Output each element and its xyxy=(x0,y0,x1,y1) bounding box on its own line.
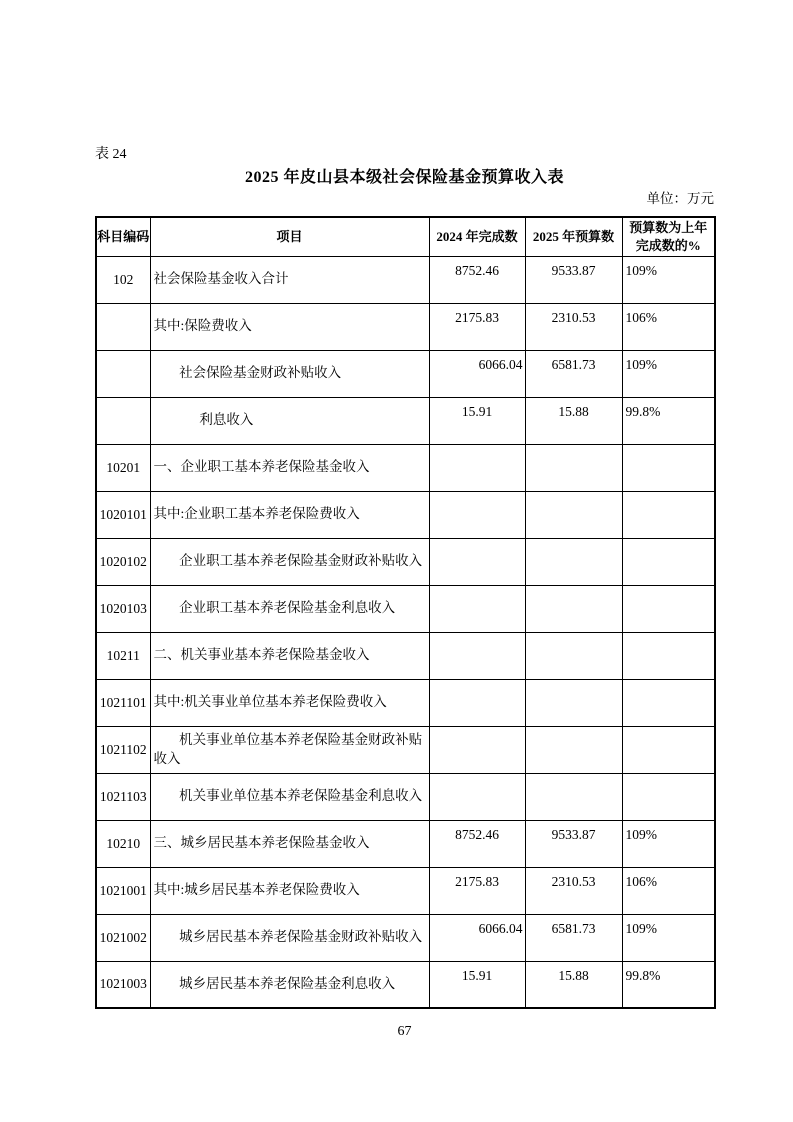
value-2025 xyxy=(525,585,622,632)
value-2025: 9533.87 xyxy=(525,820,622,867)
table-row xyxy=(96,726,715,773)
subject-code: 1021103 xyxy=(96,773,150,820)
value-2025 xyxy=(525,444,622,491)
subject-code: 1021002 xyxy=(96,914,150,961)
value-2024: 8752.46 xyxy=(429,820,525,867)
budget-income-table xyxy=(95,216,716,1009)
value-2025: 2310.53 xyxy=(525,867,622,914)
pct-value xyxy=(622,491,715,538)
page-title: 2025 年皮山县本级社会保险基金预算收入表 xyxy=(244,169,564,186)
subject-code: 102 xyxy=(96,256,150,303)
pct-value: 109% xyxy=(622,256,715,303)
table-row xyxy=(96,820,715,867)
item-label: 企业职工基本养老保险基金财政补贴收入 xyxy=(150,538,429,585)
pct-value xyxy=(622,444,715,491)
value-2025 xyxy=(525,679,622,726)
table-row xyxy=(96,350,715,397)
item-label: 一、企业职工基本养老保险基金收入 xyxy=(150,444,429,491)
pct-value xyxy=(622,538,715,585)
item-label: 其中:机关事业单位基本养老保险费收入 xyxy=(150,679,429,726)
value-2024: 6066.04 xyxy=(429,914,525,961)
value-2025: 6581.73 xyxy=(525,350,622,397)
value-2025 xyxy=(525,726,622,773)
unit-note: 单位：万元 xyxy=(646,191,714,206)
page-content xyxy=(95,0,714,1041)
value-2024: 2175.83 xyxy=(429,303,525,350)
item-label: 其中:城乡居民基本养老保险费收入 xyxy=(150,867,429,914)
item-label: 其中:企业职工基本养老保险费收入 xyxy=(150,491,429,538)
pct-value: 106% xyxy=(622,303,715,350)
subject-code: 1021001 xyxy=(96,867,150,914)
subject-code: 10211 xyxy=(96,632,150,679)
pct-value: 99.8% xyxy=(622,961,715,1008)
table-row xyxy=(96,256,715,303)
value-2024: 2175.83 xyxy=(429,867,525,914)
subject-code: 1020102 xyxy=(96,538,150,585)
subject-code: 1021102 xyxy=(96,726,150,773)
value-2025 xyxy=(525,773,622,820)
table-row xyxy=(96,585,715,632)
pct-value: 109% xyxy=(622,350,715,397)
subject-code xyxy=(96,350,150,397)
item-label: 企业职工基本养老保险基金利息收入 xyxy=(150,585,429,632)
pct-value: 106% xyxy=(622,867,715,914)
value-2024 xyxy=(429,773,525,820)
item-label: 社会保险基金财政补贴收入 xyxy=(150,350,429,397)
table-header xyxy=(96,217,715,256)
subject-code: 1021101 xyxy=(96,679,150,726)
item-label: 城乡居民基本养老保险基金利息收入 xyxy=(150,961,429,1008)
item-label: 机关事业单位基本养老保险基金利息收入 xyxy=(150,773,429,820)
table-row xyxy=(96,303,715,350)
value-2025: 2310.53 xyxy=(525,303,622,350)
value-2025 xyxy=(525,538,622,585)
table-row xyxy=(96,632,715,679)
value-2024 xyxy=(429,679,525,726)
item-label: 二、机关事业基本养老保险基金收入 xyxy=(150,632,429,679)
value-2024 xyxy=(429,444,525,491)
table-row xyxy=(96,397,715,444)
value-2024: 6066.04 xyxy=(429,350,525,397)
value-2024: 15.91 xyxy=(429,397,525,444)
header-2024-completed: 2024 年完成数 xyxy=(429,217,525,256)
pct-value xyxy=(622,585,715,632)
pct-value: 109% xyxy=(622,820,715,867)
table-row xyxy=(96,444,715,491)
pct-value xyxy=(622,726,715,773)
subject-code: 10201 xyxy=(96,444,150,491)
table-row xyxy=(96,679,715,726)
item-label: 利息收入 xyxy=(150,397,429,444)
value-2025: 9533.87 xyxy=(525,256,622,303)
item-label: 城乡居民基本养老保险基金财政补贴收入 xyxy=(150,914,429,961)
table-row xyxy=(96,538,715,585)
value-2024 xyxy=(429,585,525,632)
header-row xyxy=(96,217,715,256)
subject-code xyxy=(96,303,150,350)
item-label: 机关事业单位基本养老保险基金财政补贴收入 xyxy=(150,726,429,773)
table-row xyxy=(96,914,715,961)
subject-code: 1020103 xyxy=(96,585,150,632)
value-2024 xyxy=(429,491,525,538)
value-2025: 15.88 xyxy=(525,397,622,444)
value-2025: 6581.73 xyxy=(525,914,622,961)
subject-code xyxy=(96,397,150,444)
pct-value xyxy=(622,773,715,820)
value-2024: 8752.46 xyxy=(429,256,525,303)
subject-code: 1020101 xyxy=(96,491,150,538)
table-row xyxy=(96,491,715,538)
value-2024 xyxy=(429,726,525,773)
table-body xyxy=(96,256,715,1008)
pct-value xyxy=(622,679,715,726)
pct-value xyxy=(622,632,715,679)
table-row xyxy=(96,867,715,914)
subject-code: 10210 xyxy=(96,820,150,867)
header-pct-of-prev-year: 预算数为上年完成数的% xyxy=(622,217,715,256)
value-2024 xyxy=(429,538,525,585)
value-2024 xyxy=(429,632,525,679)
page-number: 67 xyxy=(397,1024,412,1039)
value-2025 xyxy=(525,491,622,538)
table-row xyxy=(96,773,715,820)
header-subject-code: 科目编码 xyxy=(96,217,150,256)
pct-value: 109% xyxy=(622,914,715,961)
value-2024: 15.91 xyxy=(429,961,525,1008)
item-label: 三、城乡居民基本养老保险基金收入 xyxy=(150,820,429,867)
header-item: 项目 xyxy=(150,217,429,256)
table-row xyxy=(96,961,715,1008)
pct-value: 99.8% xyxy=(622,397,715,444)
value-2025: 15.88 xyxy=(525,961,622,1008)
value-2025 xyxy=(525,632,622,679)
header-2025-budget: 2025 年预算数 xyxy=(525,217,622,256)
item-label: 其中:保险费收入 xyxy=(150,303,429,350)
item-label: 社会保险基金收入合计 xyxy=(150,256,429,303)
table-number-label: 表 24 xyxy=(95,147,127,162)
subject-code: 1021003 xyxy=(96,961,150,1008)
